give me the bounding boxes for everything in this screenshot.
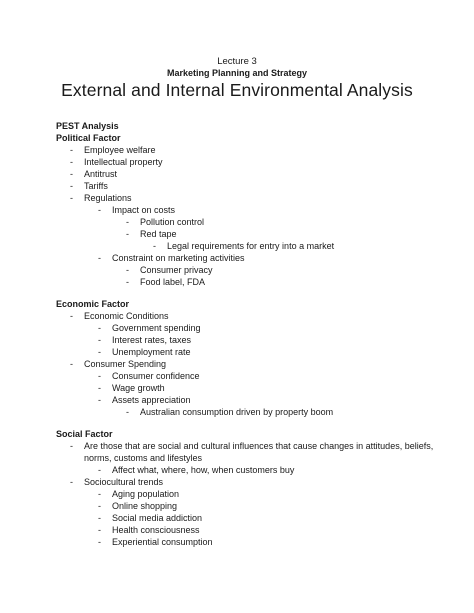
- bullet-dash: -: [70, 169, 73, 179]
- list-item-continuation: norms, customs and lifestyles: [84, 453, 203, 463]
- bullet-dash: -: [70, 441, 73, 451]
- list-item: Social media addiction: [112, 513, 203, 523]
- bullet-dash: -: [126, 407, 129, 417]
- bullet-dash: -: [70, 359, 73, 369]
- list-item: Health consciousness: [112, 525, 200, 535]
- list-item: Antitrust: [84, 169, 118, 179]
- bullet-dash: -: [126, 229, 129, 239]
- bullet-dash: -: [70, 157, 73, 167]
- list-item: Are those that are social and cultural influences that cause changes in attitudes, beliefs,: [84, 441, 434, 451]
- list-item: Online shopping: [112, 501, 178, 511]
- political-factor-heading: Political Factor: [56, 133, 121, 143]
- economic-factor-heading: Economic Factor: [56, 299, 130, 309]
- list-item: Interest rates, taxes: [112, 335, 192, 345]
- bullet-dash: -: [70, 145, 73, 155]
- list-item: Wage growth: [112, 383, 165, 393]
- bullet-dash: -: [98, 465, 101, 475]
- bullet-dash: -: [98, 513, 101, 523]
- bullet-dash: -: [98, 525, 101, 535]
- bullet-dash: -: [153, 241, 156, 251]
- list-item: Legal requirements for entry into a market: [167, 241, 335, 251]
- list-item: Red tape: [140, 229, 177, 239]
- list-item: Intellectual property: [84, 157, 163, 167]
- list-item: Unemployment rate: [112, 347, 191, 357]
- bullet-dash: -: [98, 537, 101, 547]
- bullet-dash: -: [98, 501, 101, 511]
- bullet-dash: -: [98, 489, 101, 499]
- social-factor-heading: Social Factor: [56, 429, 113, 439]
- list-item: Australian consumption driven by property boom: [140, 407, 334, 417]
- list-item: Tariffs: [84, 181, 108, 191]
- list-item: Food label, FDA: [140, 277, 206, 287]
- lecture-number: Lecture 3: [217, 56, 257, 67]
- bullet-dash: -: [98, 323, 101, 333]
- list-item: Aging population: [112, 489, 180, 499]
- bullet-dash: -: [126, 265, 129, 275]
- bullet-dash: -: [98, 205, 101, 215]
- list-item: Economic Conditions: [84, 311, 169, 321]
- document-title: External and Internal Environmental Analysis: [61, 80, 413, 100]
- list-item: Consumer Spending: [84, 359, 167, 369]
- list-item: Employee welfare: [84, 145, 156, 155]
- list-item: Experiential consumption: [112, 537, 213, 547]
- list-item: Pollution control: [140, 217, 205, 227]
- bullet-dash: -: [70, 193, 73, 203]
- list-item: Affect what, where, how, when customers buy: [112, 465, 295, 475]
- bullet-dash: -: [70, 477, 73, 487]
- list-item: Sociocultural trends: [84, 477, 164, 487]
- bullet-dash: -: [70, 181, 73, 191]
- list-item: Regulations: [84, 193, 132, 203]
- bullet-dash: -: [98, 371, 101, 381]
- bullet-dash: -: [126, 217, 129, 227]
- list-item: Assets appreciation: [112, 395, 191, 405]
- list-item: Constraint on marketing activities: [112, 253, 245, 263]
- pest-analysis-heading: PEST Analysis: [56, 121, 119, 131]
- bullet-dash: -: [70, 311, 73, 321]
- bullet-dash: -: [126, 277, 129, 287]
- document-subtitle: Marketing Planning and Strategy: [166, 68, 308, 78]
- list-item: Impact on costs: [112, 205, 176, 215]
- bullet-dash: -: [98, 395, 101, 405]
- bullet-dash: -: [98, 253, 101, 263]
- bullet-dash: -: [98, 335, 101, 345]
- list-item: Consumer confidence: [112, 371, 200, 381]
- list-item: Consumer privacy: [140, 265, 213, 275]
- list-item: Government spending: [112, 323, 201, 333]
- bullet-dash: -: [98, 347, 101, 357]
- bullet-dash: -: [98, 383, 101, 393]
